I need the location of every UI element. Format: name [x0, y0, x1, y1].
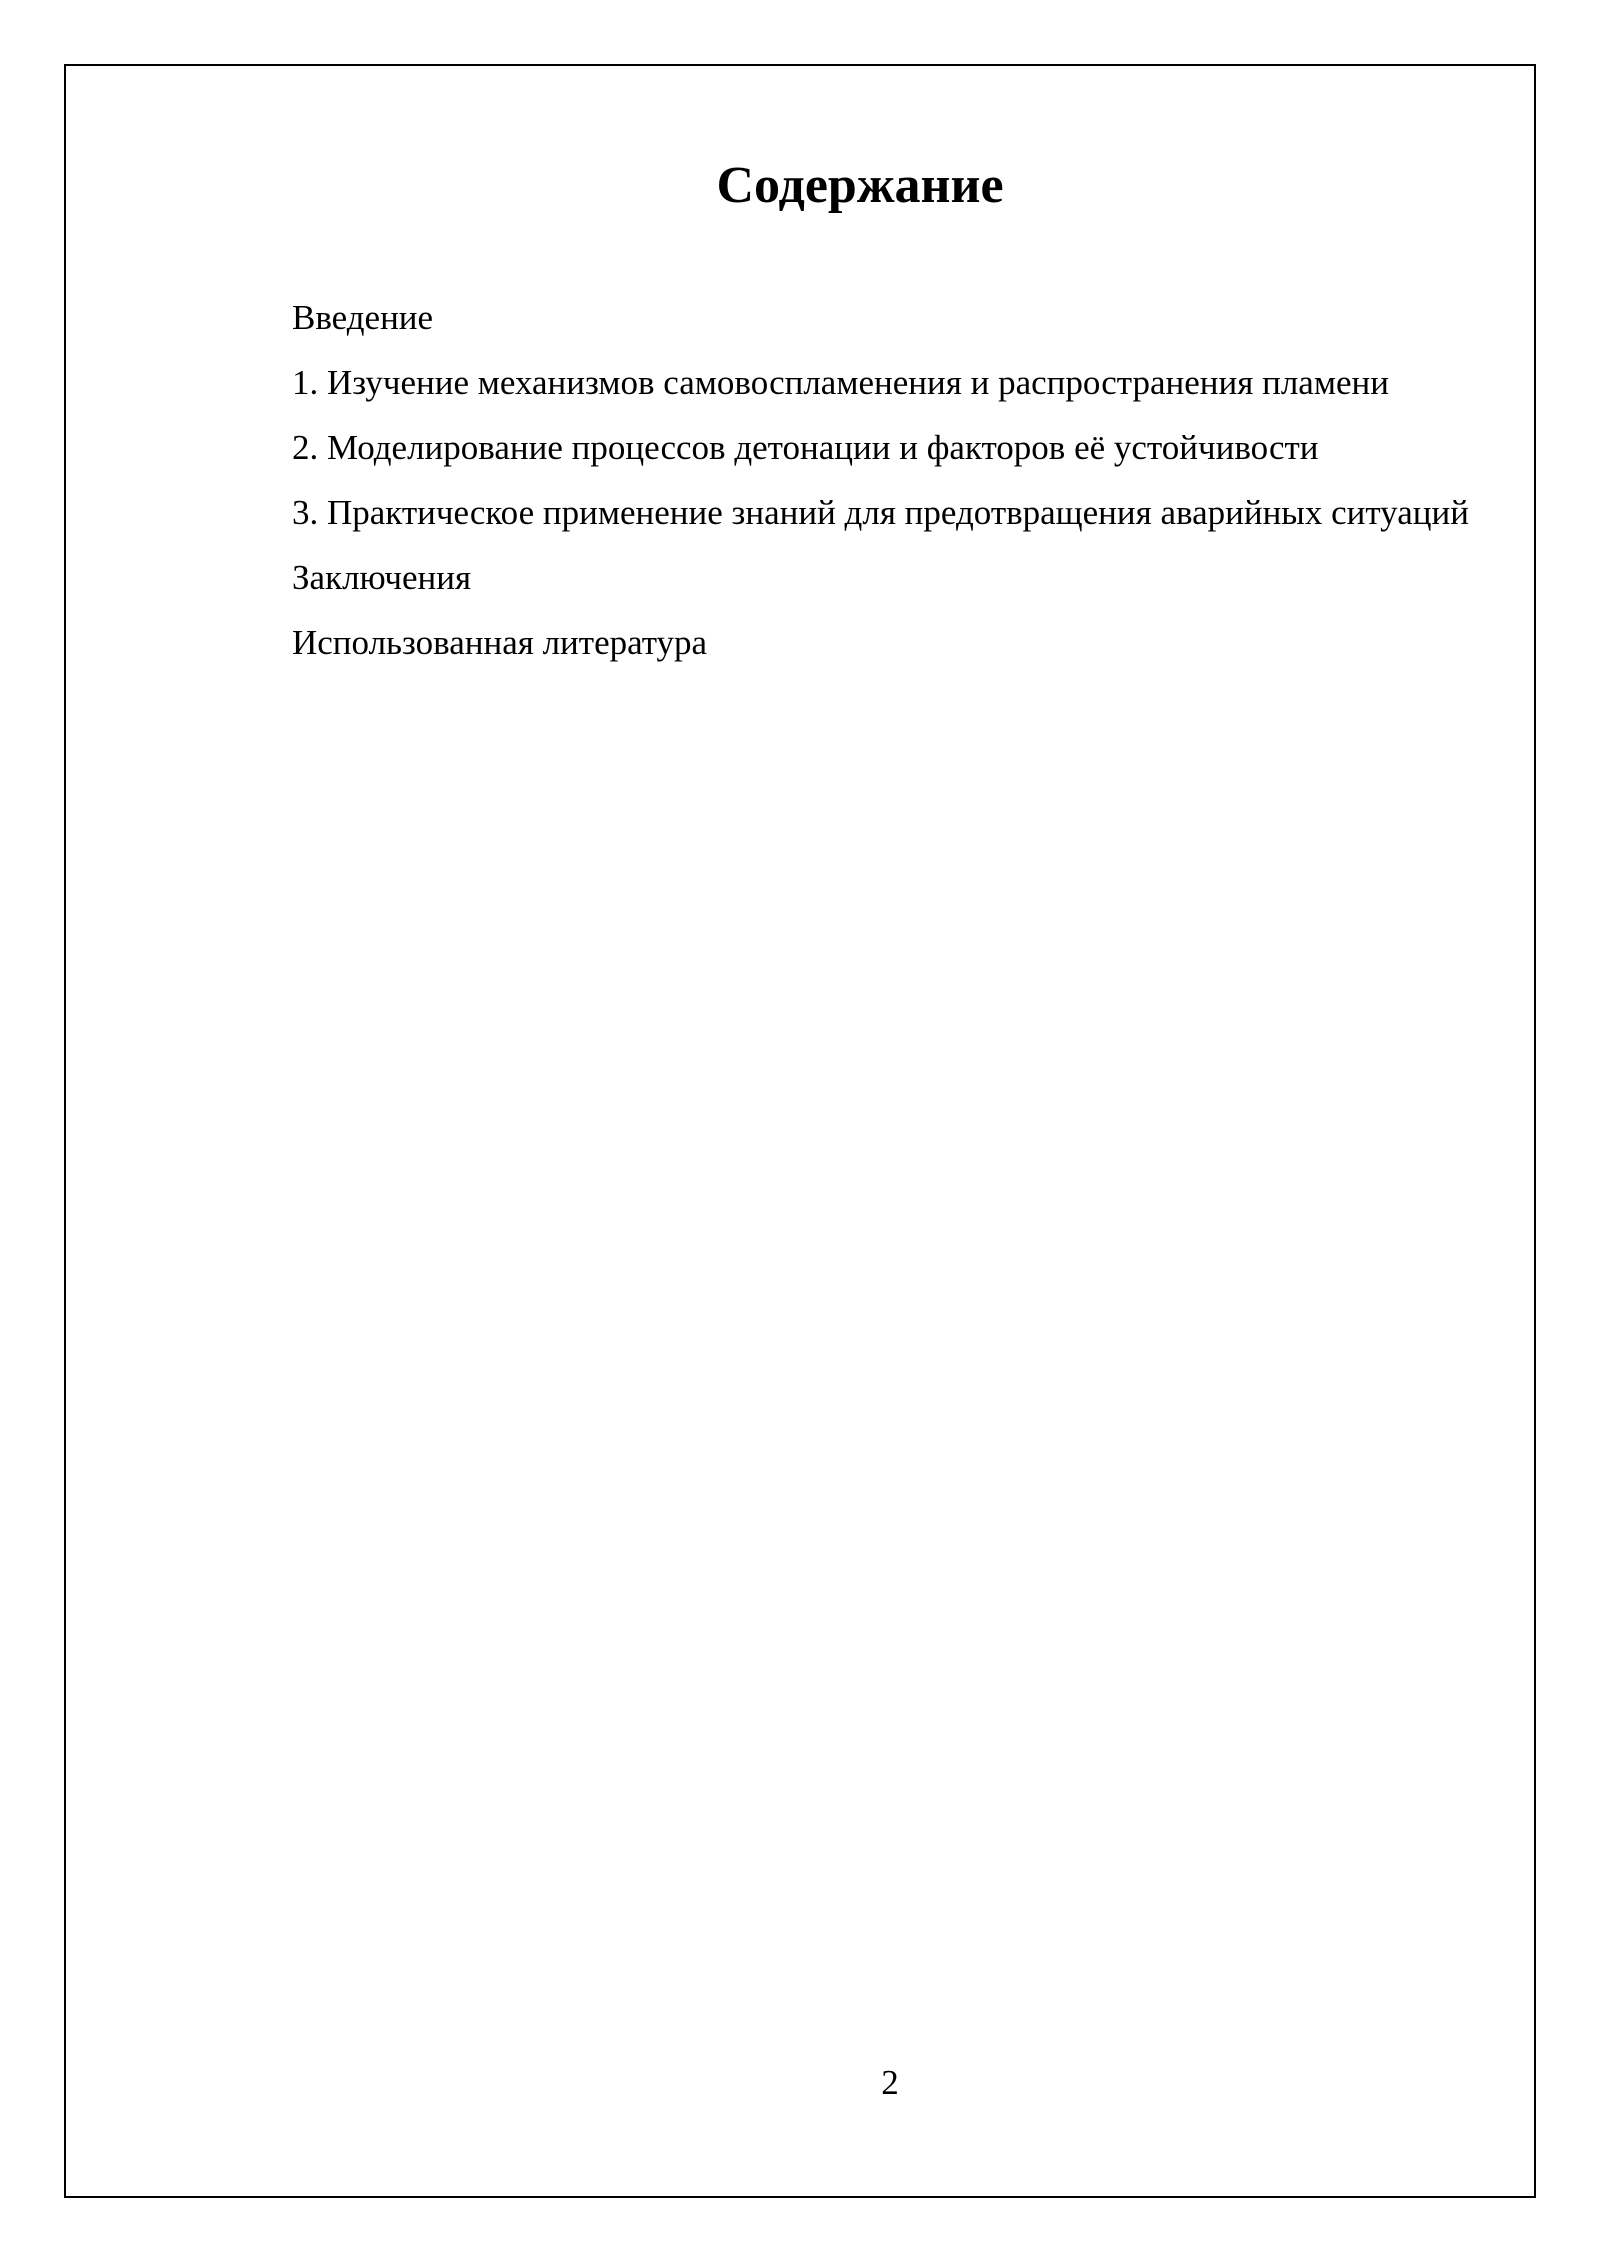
toc-item-chapter-1: 1. Изучение механизмов самовоспламенения и распространения пламени	[292, 363, 1389, 402]
toc-item-references: Использованная литература	[292, 623, 708, 662]
toc-item-conclusion: Заключения	[292, 558, 472, 597]
table-of-contents	[230, 285, 1490, 675]
toc-item-chapter-3: 3. Практическое применение знаний для предотвращения аварийных ситуаций	[292, 493, 1469, 532]
toc-item-chapter-2: 2. Моделирование процессов детонации и факторов её устойчивости	[292, 428, 1319, 467]
page-number: 2	[881, 2063, 899, 2102]
toc-title: Содержание	[716, 157, 1004, 214]
toc-item-introduction: Введение	[292, 298, 434, 337]
